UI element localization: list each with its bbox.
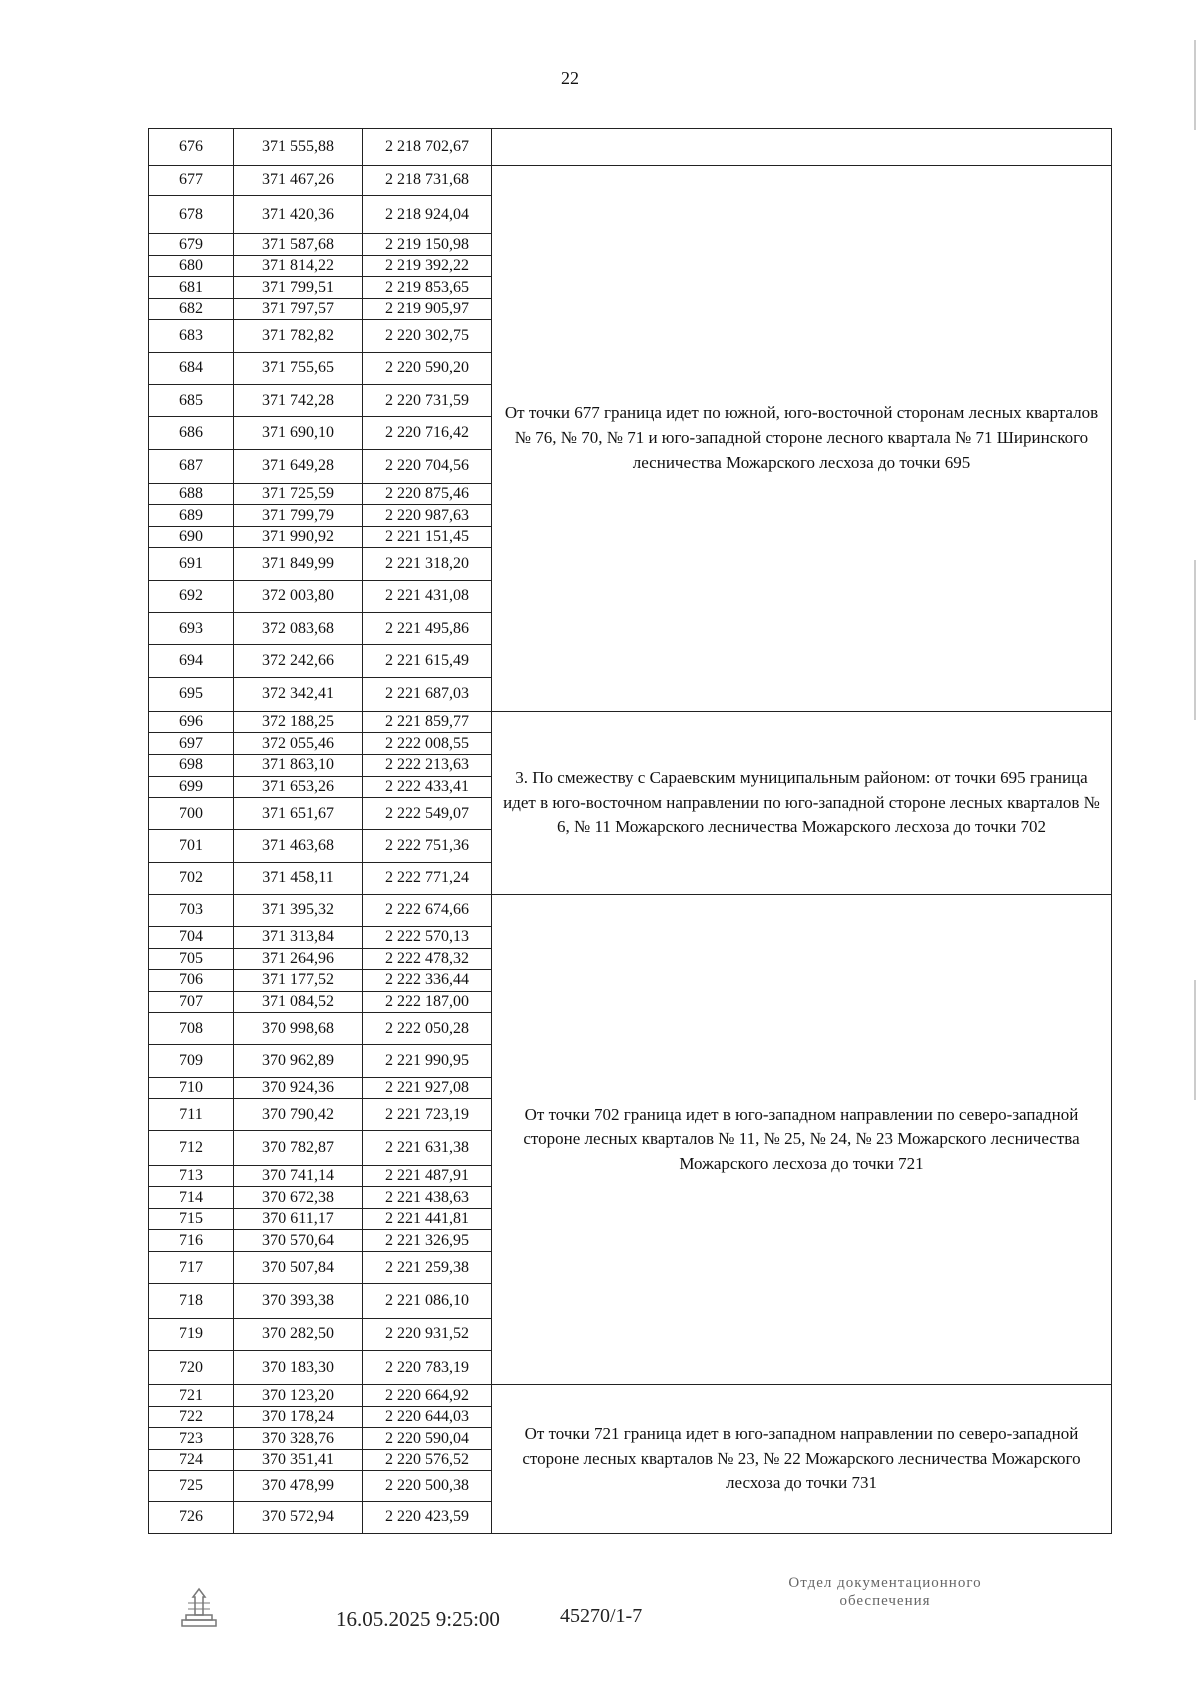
x-coordinate-cell: 371 420,36 xyxy=(234,195,363,234)
point-number-cell: 722 xyxy=(149,1406,234,1428)
point-number-cell: 699 xyxy=(149,776,234,798)
point-number-cell: 681 xyxy=(149,277,234,299)
boundary-description-cell: 3. По смежеству с Сараевским муниципальным районом: от точки 695 граница идет в юго-восточном направлении по юго-западной стороне лесных кварталов № 6, № 11 Можарского лесничества Можарского лесхоза до точки 702 xyxy=(492,711,1112,894)
y-coordinate-cell: 2 220 302,75 xyxy=(363,320,492,352)
point-number-cell: 719 xyxy=(149,1318,234,1350)
x-coordinate-cell: 371 990,92 xyxy=(234,526,363,548)
point-number-cell: 713 xyxy=(149,1165,234,1187)
y-coordinate-cell: 2 218 731,68 xyxy=(363,165,492,195)
point-number-cell: 696 xyxy=(149,711,234,733)
y-coordinate-cell: 2 222 771,24 xyxy=(363,862,492,894)
x-coordinate-cell: 371 651,67 xyxy=(234,798,363,830)
point-number-cell: 723 xyxy=(149,1428,234,1450)
y-coordinate-cell: 2 220 783,19 xyxy=(363,1350,492,1384)
x-coordinate-cell: 370 790,42 xyxy=(234,1099,363,1131)
boundary-description-cell xyxy=(492,129,1112,166)
y-coordinate-cell: 2 221 441,81 xyxy=(363,1208,492,1230)
x-coordinate-cell: 370 924,36 xyxy=(234,1077,363,1099)
y-coordinate-cell: 2 222 478,32 xyxy=(363,948,492,970)
point-number-cell: 693 xyxy=(149,613,234,645)
x-coordinate-cell: 371 264,96 xyxy=(234,948,363,970)
point-number-cell: 709 xyxy=(149,1045,234,1077)
y-coordinate-cell: 2 220 731,59 xyxy=(363,384,492,416)
x-coordinate-cell: 370 572,94 xyxy=(234,1501,363,1534)
x-coordinate-cell: 370 782,87 xyxy=(234,1131,363,1165)
x-coordinate-cell: 371 587,68 xyxy=(234,234,363,256)
x-coordinate-cell: 370 178,24 xyxy=(234,1406,363,1428)
x-coordinate-cell: 370 741,14 xyxy=(234,1165,363,1187)
y-coordinate-cell: 2 221 615,49 xyxy=(363,645,492,677)
y-coordinate-cell: 2 221 151,45 xyxy=(363,526,492,548)
point-number-cell: 676 xyxy=(149,129,234,166)
y-coordinate-cell: 2 221 487,91 xyxy=(363,1165,492,1187)
point-number-cell: 697 xyxy=(149,733,234,755)
point-number-cell: 714 xyxy=(149,1187,234,1209)
y-coordinate-cell: 2 221 438,63 xyxy=(363,1187,492,1209)
x-coordinate-cell: 372 188,25 xyxy=(234,711,363,733)
x-coordinate-cell: 371 649,28 xyxy=(234,449,363,483)
stamp-line-1: Отдел документационного xyxy=(788,1575,982,1591)
x-coordinate-cell: 370 328,76 xyxy=(234,1428,363,1450)
x-coordinate-cell: 371 725,59 xyxy=(234,483,363,505)
x-coordinate-cell: 371 555,88 xyxy=(234,129,363,166)
y-coordinate-cell: 2 222 433,41 xyxy=(363,776,492,798)
point-number-cell: 715 xyxy=(149,1208,234,1230)
point-number-cell: 678 xyxy=(149,195,234,234)
point-number-cell: 677 xyxy=(149,165,234,195)
table-row xyxy=(149,711,1112,733)
y-coordinate-cell: 2 221 318,20 xyxy=(363,548,492,580)
x-coordinate-cell: 370 351,41 xyxy=(234,1449,363,1471)
x-coordinate-cell: 370 962,89 xyxy=(234,1045,363,1077)
y-coordinate-cell: 2 222 336,44 xyxy=(363,970,492,992)
point-number-cell: 685 xyxy=(149,384,234,416)
point-number-cell: 705 xyxy=(149,948,234,970)
y-coordinate-cell: 2 222 008,55 xyxy=(363,733,492,755)
point-number-cell: 707 xyxy=(149,991,234,1013)
x-coordinate-cell: 371 084,52 xyxy=(234,991,363,1013)
y-coordinate-cell: 2 221 990,95 xyxy=(363,1045,492,1077)
x-coordinate-cell: 370 507,84 xyxy=(234,1251,363,1283)
y-coordinate-cell: 2 221 859,77 xyxy=(363,711,492,733)
point-number-cell: 698 xyxy=(149,755,234,777)
x-coordinate-cell: 370 282,50 xyxy=(234,1318,363,1350)
x-coordinate-cell: 371 742,28 xyxy=(234,384,363,416)
y-coordinate-cell: 2 220 931,52 xyxy=(363,1318,492,1350)
y-coordinate-cell: 2 220 644,03 xyxy=(363,1406,492,1428)
point-number-cell: 679 xyxy=(149,234,234,256)
boundary-description-cell: От точки 702 граница идет в юго-западном направлении по северо-западной стороне лесных кварталов № 11, № 25, № 24, № 23 Можарского лесничества Можарского лесхоза до точки 721 xyxy=(492,894,1112,1385)
x-coordinate-cell: 372 242,66 xyxy=(234,645,363,677)
boundary-description-cell: От точки 677 граница идет по южной, юго-восточной сторонам лесных кварталов № 76, № 70, № 71 и юго-западной стороне лесного квартала № 71 Ширинского лесничества Можарского лесхоза до точки 695 xyxy=(492,165,1112,711)
boundary-description-cell: От точки 721 граница идет в юго-западном направлении по северо-западной стороне лесных кварталов № 23, № 22 Можарского лесничества Можарского лесхоза до точки 731 xyxy=(492,1385,1112,1534)
point-number-cell: 708 xyxy=(149,1013,234,1045)
point-number-cell: 692 xyxy=(149,580,234,612)
y-coordinate-cell: 2 221 086,10 xyxy=(363,1284,492,1318)
y-coordinate-cell: 2 222 570,13 xyxy=(363,927,492,949)
x-coordinate-cell: 372 055,46 xyxy=(234,733,363,755)
point-number-cell: 701 xyxy=(149,830,234,862)
scan-edge-mark xyxy=(1194,980,1196,1100)
footer-date: 16.05.2025 9:25:00 xyxy=(336,1607,500,1631)
point-number-cell: 694 xyxy=(149,645,234,677)
x-coordinate-cell: 372 342,41 xyxy=(234,677,363,711)
y-coordinate-cell: 2 221 723,19 xyxy=(363,1099,492,1131)
x-coordinate-cell: 372 003,80 xyxy=(234,580,363,612)
y-coordinate-cell: 2 222 549,07 xyxy=(363,798,492,830)
x-coordinate-cell: 371 463,68 xyxy=(234,830,363,862)
y-coordinate-cell: 2 220 590,20 xyxy=(363,352,492,384)
point-number-cell: 682 xyxy=(149,298,234,320)
y-coordinate-cell: 2 218 924,04 xyxy=(363,195,492,234)
y-coordinate-cell: 2 220 590,04 xyxy=(363,1428,492,1450)
x-coordinate-cell: 371 177,52 xyxy=(234,970,363,992)
y-coordinate-cell: 2 221 259,38 xyxy=(363,1251,492,1283)
y-coordinate-cell: 2 219 392,22 xyxy=(363,255,492,277)
x-coordinate-cell: 371 797,57 xyxy=(234,298,363,320)
coordinates-table-body xyxy=(149,129,1112,1534)
scan-edge-mark xyxy=(1194,560,1196,720)
x-coordinate-cell: 371 799,79 xyxy=(234,505,363,527)
point-number-cell: 680 xyxy=(149,255,234,277)
footer-document-number: 45270/1-7 xyxy=(560,1605,643,1627)
y-coordinate-cell: 2 222 674,66 xyxy=(363,894,492,926)
point-number-cell: 721 xyxy=(149,1385,234,1407)
x-coordinate-cell: 371 467,26 xyxy=(234,165,363,195)
point-number-cell: 711 xyxy=(149,1099,234,1131)
x-coordinate-cell: 371 653,26 xyxy=(234,776,363,798)
y-coordinate-cell: 2 222 213,63 xyxy=(363,755,492,777)
point-number-cell: 686 xyxy=(149,417,234,449)
point-number-cell: 687 xyxy=(149,449,234,483)
x-coordinate-cell: 371 782,82 xyxy=(234,320,363,352)
point-number-cell: 689 xyxy=(149,505,234,527)
x-coordinate-cell: 370 183,30 xyxy=(234,1350,363,1384)
page-number: 22 xyxy=(561,68,579,88)
point-number-cell: 690 xyxy=(149,526,234,548)
y-coordinate-cell: 2 218 702,67 xyxy=(363,129,492,166)
y-coordinate-cell: 2 221 927,08 xyxy=(363,1077,492,1099)
y-coordinate-cell: 2 221 495,86 xyxy=(363,613,492,645)
y-coordinate-cell: 2 220 987,63 xyxy=(363,505,492,527)
point-number-cell: 716 xyxy=(149,1230,234,1252)
x-coordinate-cell: 370 478,99 xyxy=(234,1471,363,1501)
y-coordinate-cell: 2 221 431,08 xyxy=(363,580,492,612)
point-number-cell: 703 xyxy=(149,894,234,926)
y-coordinate-cell: 2 220 576,52 xyxy=(363,1449,492,1471)
point-number-cell: 710 xyxy=(149,1077,234,1099)
x-coordinate-cell: 371 458,11 xyxy=(234,862,363,894)
point-number-cell: 706 xyxy=(149,970,234,992)
state-emblem-icon xyxy=(178,1585,220,1629)
point-number-cell: 700 xyxy=(149,798,234,830)
y-coordinate-cell: 2 220 875,46 xyxy=(363,483,492,505)
table-row xyxy=(149,1385,1112,1407)
point-number-cell: 683 xyxy=(149,320,234,352)
y-coordinate-cell: 2 220 500,38 xyxy=(363,1471,492,1501)
x-coordinate-cell: 372 083,68 xyxy=(234,613,363,645)
y-coordinate-cell: 2 220 423,59 xyxy=(363,1501,492,1534)
y-coordinate-cell: 2 219 150,98 xyxy=(363,234,492,256)
point-number-cell: 724 xyxy=(149,1449,234,1471)
table-row xyxy=(149,165,1112,195)
y-coordinate-cell: 2 220 704,56 xyxy=(363,449,492,483)
point-number-cell: 725 xyxy=(149,1471,234,1501)
point-number-cell: 695 xyxy=(149,677,234,711)
y-coordinate-cell: 2 222 187,00 xyxy=(363,991,492,1013)
point-number-cell: 702 xyxy=(149,862,234,894)
x-coordinate-cell: 371 395,32 xyxy=(234,894,363,926)
x-coordinate-cell: 371 313,84 xyxy=(234,927,363,949)
table-row xyxy=(149,129,1112,166)
x-coordinate-cell: 371 755,65 xyxy=(234,352,363,384)
y-coordinate-cell: 2 221 687,03 xyxy=(363,677,492,711)
x-coordinate-cell: 371 814,22 xyxy=(234,255,363,277)
y-coordinate-cell: 2 220 716,42 xyxy=(363,417,492,449)
y-coordinate-cell: 2 220 664,92 xyxy=(363,1385,492,1407)
point-number-cell: 718 xyxy=(149,1284,234,1318)
y-coordinate-cell: 2 221 326,95 xyxy=(363,1230,492,1252)
scan-edge-mark xyxy=(1194,40,1196,130)
point-number-cell: 704 xyxy=(149,927,234,949)
x-coordinate-cell: 371 799,51 xyxy=(234,277,363,299)
department-stamp xyxy=(735,1574,1035,1610)
x-coordinate-cell: 370 570,64 xyxy=(234,1230,363,1252)
point-number-cell: 684 xyxy=(149,352,234,384)
point-number-cell: 726 xyxy=(149,1501,234,1534)
y-coordinate-cell: 2 222 751,36 xyxy=(363,830,492,862)
point-number-cell: 688 xyxy=(149,483,234,505)
coordinates-table xyxy=(148,128,1112,1534)
x-coordinate-cell: 370 123,20 xyxy=(234,1385,363,1407)
x-coordinate-cell: 370 611,17 xyxy=(234,1208,363,1230)
x-coordinate-cell: 371 863,10 xyxy=(234,755,363,777)
y-coordinate-cell: 2 221 631,38 xyxy=(363,1131,492,1165)
y-coordinate-cell: 2 219 905,97 xyxy=(363,298,492,320)
stamp-line-2: обеспечения xyxy=(839,1593,931,1609)
x-coordinate-cell: 371 690,10 xyxy=(234,417,363,449)
x-coordinate-cell: 370 393,38 xyxy=(234,1284,363,1318)
x-coordinate-cell: 370 998,68 xyxy=(234,1013,363,1045)
y-coordinate-cell: 2 219 853,65 xyxy=(363,277,492,299)
x-coordinate-cell: 371 849,99 xyxy=(234,548,363,580)
point-number-cell: 717 xyxy=(149,1251,234,1283)
x-coordinate-cell: 370 672,38 xyxy=(234,1187,363,1209)
point-number-cell: 720 xyxy=(149,1350,234,1384)
table-row xyxy=(149,894,1112,926)
point-number-cell: 691 xyxy=(149,548,234,580)
y-coordinate-cell: 2 222 050,28 xyxy=(363,1013,492,1045)
point-number-cell: 712 xyxy=(149,1131,234,1165)
